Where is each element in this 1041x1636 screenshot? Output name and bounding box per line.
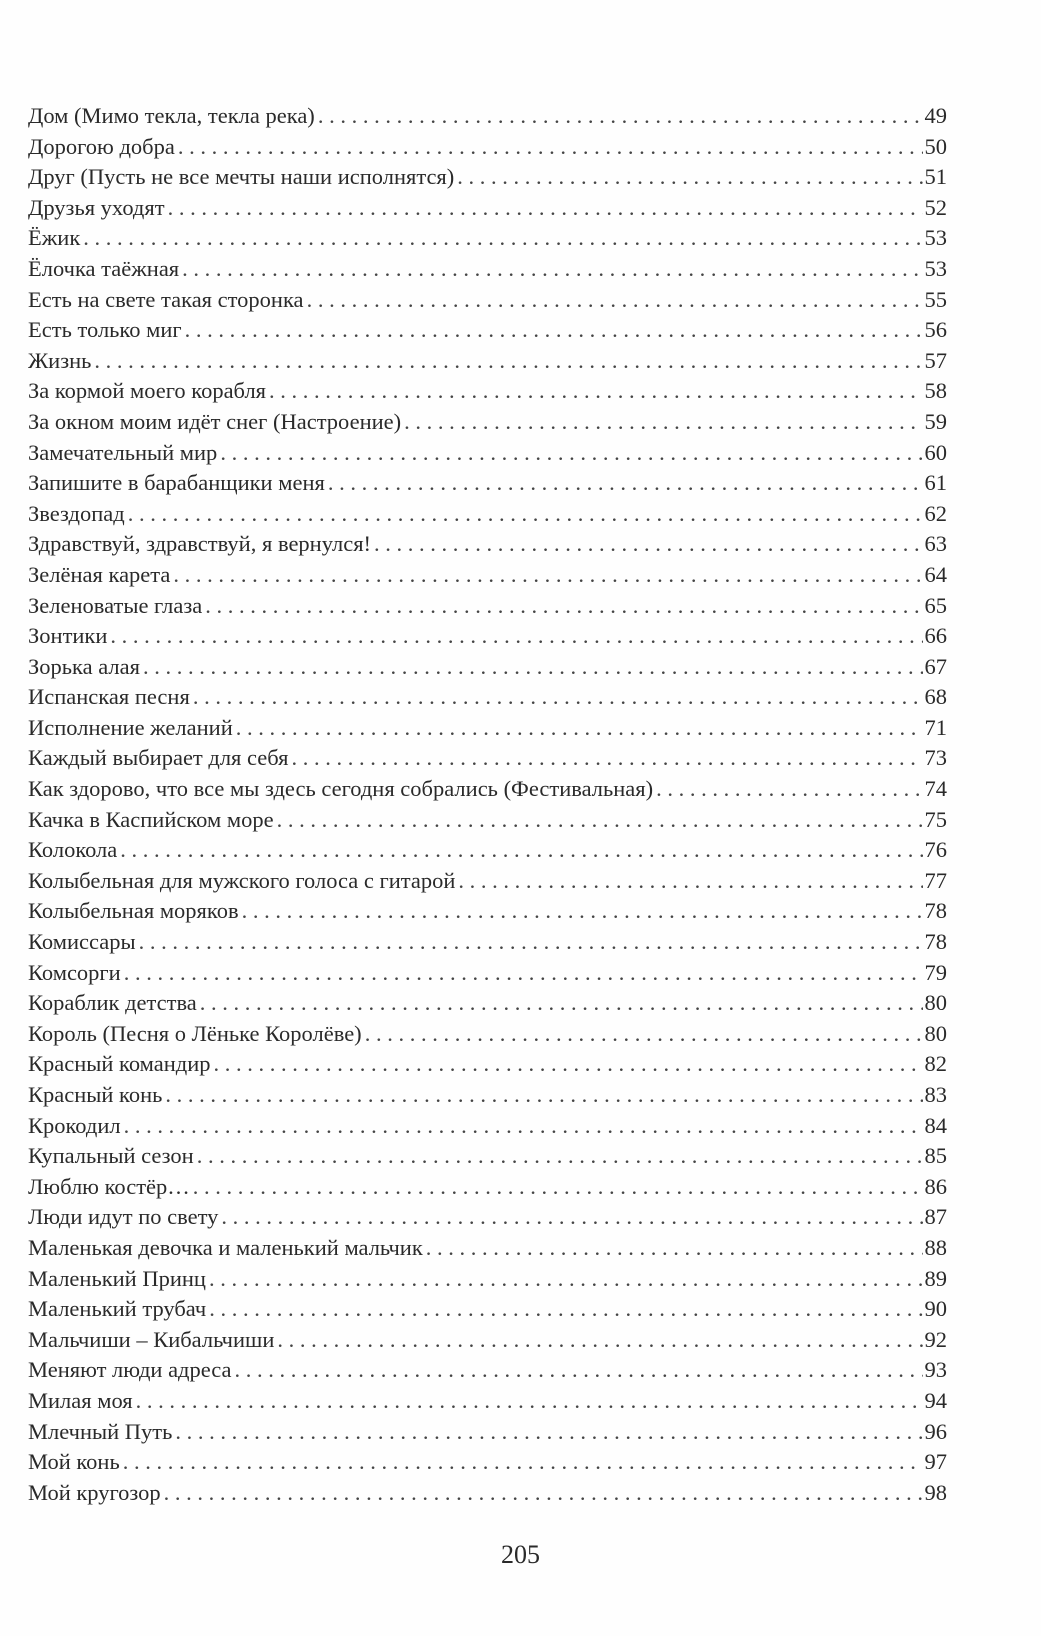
- toc-entry-title: Ёлочка таёжная: [28, 255, 180, 281]
- dot-leader: [365, 1019, 923, 1050]
- toc-entry-page-number: 55: [924, 286, 947, 312]
- toc-entry: [28, 1111, 947, 1142]
- toc-entry-title: Друг (Пусть не все мечты наши исполнятся): [28, 164, 455, 190]
- toc-entry-page-number: 83: [924, 1082, 947, 1107]
- toc-entry-title: Мой конь: [28, 1449, 120, 1475]
- dot-leader: [307, 285, 923, 316]
- toc-entry-title: Есть только миг: [28, 317, 182, 343]
- toc-entry-page-number: 96: [924, 1418, 947, 1444]
- toc-entry-title: За кормой моего корабля: [28, 378, 267, 404]
- toc-entry: [28, 285, 947, 316]
- toc-entry: [28, 1233, 947, 1264]
- toc-entry: [28, 346, 947, 377]
- toc-entry: [28, 468, 947, 499]
- toc-entry-title: Меняют люди адреса: [28, 1357, 232, 1383]
- toc-entry-title: Качка в Каспийском море: [28, 806, 274, 832]
- toc-entry: [28, 376, 947, 407]
- toc-entry: [28, 896, 947, 927]
- toc-entry-page-number: 67: [924, 653, 947, 679]
- toc-entry: [28, 529, 947, 560]
- toc-entry-title: Колокола: [28, 837, 118, 863]
- toc-entry: [28, 866, 947, 897]
- dot-leader: [168, 193, 923, 224]
- toc-entry: [28, 101, 947, 132]
- toc-entry-page-number: 77: [924, 867, 947, 893]
- toc-entry-title: Здравствуй, здравствуй, я вернулся!: [28, 531, 372, 557]
- toc-entry-page-number: 80: [924, 1020, 947, 1046]
- dot-leader: [197, 1141, 923, 1172]
- toc-entry-title: За окном моим идёт снег (Настроение): [28, 408, 402, 434]
- toc-entry: [28, 223, 947, 254]
- toc-entry-page-number: 97: [924, 1449, 947, 1475]
- toc-entry-page-number: 90: [924, 1296, 947, 1322]
- dot-leader: [318, 101, 923, 132]
- toc-entry-page-number: 75: [924, 806, 947, 832]
- toc-entry-title: Красный конь: [28, 1082, 163, 1107]
- toc-entry: [28, 560, 947, 591]
- dot-leader: [165, 1080, 922, 1111]
- toc-entry-title: Есть на свете такая сторонка: [28, 286, 304, 312]
- dot-leader: [221, 1202, 922, 1233]
- toc-entry: [28, 1417, 947, 1448]
- toc-entry: [28, 591, 947, 622]
- toc-entry-title: Купальный сезон: [28, 1143, 194, 1169]
- toc-entry-page-number: 87: [924, 1204, 947, 1230]
- toc-entry-page-number: 76: [924, 837, 947, 863]
- toc-entry-title: Как здорово, что все мы здесь сегодня собрались (Фестивальная): [28, 776, 654, 802]
- toc-entry: [28, 835, 947, 866]
- toc-entry-title: Зеленоватые глаза: [28, 592, 203, 618]
- dot-leader: [128, 499, 923, 530]
- toc-entry-title: Испанская песня: [28, 684, 190, 710]
- toc-entry-page-number: 80: [924, 990, 947, 1016]
- toc-entry-title: Комиссары: [28, 929, 136, 955]
- toc-entry: [28, 1325, 947, 1356]
- toc-entry-title: Дорогою добра: [28, 133, 175, 159]
- dot-leader: [175, 1417, 922, 1448]
- toc-entry-page-number: 56: [924, 317, 947, 343]
- dot-leader: [426, 1233, 923, 1264]
- toc-entry-title: Крокодил: [28, 1112, 121, 1138]
- toc-entry-page-number: 49: [924, 103, 947, 128]
- toc-entry: [28, 1355, 947, 1386]
- toc-entry-page-number: 68: [924, 684, 947, 710]
- toc-entry-page-number: 62: [924, 500, 947, 526]
- toc-entry: [28, 1294, 947, 1325]
- table-of-contents: [28, 101, 947, 1508]
- toc-entry: [28, 438, 947, 469]
- toc-entry-page-number: 50: [924, 133, 947, 159]
- toc-entry: [28, 958, 947, 989]
- toc-entry: [28, 682, 947, 713]
- toc-entry-page-number: 60: [924, 439, 947, 465]
- dot-leader: [235, 1355, 923, 1386]
- toc-entry-title: Исполнение желаний: [28, 714, 233, 740]
- dot-leader: [236, 713, 923, 744]
- toc-entry-title: Жизнь: [28, 347, 92, 373]
- toc-entry-title: Кораблик детства: [28, 990, 197, 1016]
- dot-leader: [214, 1049, 923, 1080]
- dot-leader: [209, 1264, 923, 1295]
- toc-entry-page-number: 71: [924, 714, 947, 740]
- dot-leader: [328, 468, 923, 499]
- dot-leader: [209, 1294, 922, 1325]
- dot-leader: [164, 1478, 923, 1509]
- dot-leader: [374, 529, 922, 560]
- toc-entry: [28, 132, 947, 163]
- toc-entry-title: Колыбельная моряков: [28, 898, 239, 924]
- toc-entry-page-number: 86: [924, 1173, 947, 1199]
- toc-entry: [28, 652, 947, 683]
- toc-entry-title: Мой кругозор: [28, 1479, 161, 1505]
- toc-entry-page-number: 57: [924, 347, 947, 373]
- dot-leader: [143, 652, 923, 683]
- dot-leader: [83, 223, 922, 254]
- toc-entry-title: Каждый выбирает для себя: [28, 745, 289, 771]
- dot-leader: [193, 1172, 923, 1203]
- toc-entry: [28, 1386, 947, 1417]
- toc-entry-page-number: 79: [924, 959, 947, 985]
- dot-leader: [94, 346, 922, 377]
- toc-entry: [28, 1080, 947, 1111]
- toc-entry-title: Зелёная карета: [28, 561, 171, 587]
- toc-entry: [28, 1202, 947, 1233]
- dot-leader: [178, 132, 923, 163]
- toc-entry: [28, 193, 947, 224]
- toc-entry-page-number: 59: [924, 408, 947, 434]
- toc-entry-page-number: 98: [924, 1479, 947, 1505]
- toc-entry-title: Запишите в барабанщики меня: [28, 470, 325, 496]
- page-number: 205: [501, 1540, 540, 1569]
- toc-entry-page-number: 78: [924, 898, 947, 924]
- toc-entry-title: Комсорги: [28, 959, 121, 985]
- toc-entry-page-number: 65: [924, 592, 947, 618]
- toc-entry-title: Красный командир: [28, 1051, 211, 1077]
- toc-entry-page-number: 58: [924, 378, 947, 404]
- toc-entry-title: Мальчиши – Кибальчиши: [28, 1326, 275, 1352]
- toc-entry: [28, 499, 947, 530]
- toc-entry: [28, 315, 947, 346]
- toc-entry-page-number: 52: [924, 194, 947, 220]
- dot-leader: [136, 1386, 923, 1417]
- dot-leader: [458, 866, 922, 897]
- toc-entry: [28, 805, 947, 836]
- toc-entry-title: Замечательный мир: [28, 439, 218, 465]
- toc-entry-page-number: 93: [924, 1357, 947, 1383]
- dot-leader: [200, 988, 923, 1019]
- dot-leader: [220, 438, 922, 469]
- toc-entry-page-number: 73: [924, 745, 947, 771]
- dot-leader: [277, 1325, 922, 1356]
- toc-entry-page-number: 74: [924, 776, 947, 802]
- toc-entry: [28, 988, 947, 1019]
- toc-entry-title: Млечный Путь: [28, 1418, 173, 1444]
- dot-leader: [404, 407, 922, 438]
- dot-leader: [277, 805, 923, 836]
- toc-entry: [28, 927, 947, 958]
- toc-entry-title: Маленькая девочка и маленький мальчик: [28, 1234, 423, 1260]
- dot-leader: [269, 376, 922, 407]
- toc-entry-title: Колыбельная для мужского голоса с гитарой: [28, 867, 456, 893]
- toc-entry-title: Ёжик: [28, 225, 81, 251]
- toc-entry-page-number: 94: [924, 1387, 947, 1413]
- toc-entry: [28, 774, 947, 805]
- toc-entry-title: Люблю костёр…: [28, 1173, 190, 1199]
- dot-leader: [139, 927, 923, 958]
- toc-entry-page-number: 92: [924, 1326, 947, 1352]
- toc-entry-page-number: 61: [924, 470, 947, 496]
- dot-leader: [124, 1111, 923, 1142]
- toc-entry-title: Звездопад: [28, 500, 125, 526]
- toc-entry-title: Люди идут по свету: [28, 1204, 219, 1230]
- toc-entry-page-number: 63: [924, 531, 947, 557]
- toc-entry-title: Милая моя: [28, 1387, 133, 1413]
- toc-entry-page-number: 51: [924, 164, 947, 190]
- toc-entry: [28, 1172, 947, 1203]
- toc-entry-title: Дом (Мимо текла, текла река): [28, 103, 315, 128]
- dot-leader: [193, 682, 923, 713]
- toc-entry-page-number: 88: [924, 1234, 947, 1260]
- toc-entry: [28, 1264, 947, 1295]
- dot-leader: [242, 896, 923, 927]
- dot-leader: [110, 621, 922, 652]
- toc-entry-page-number: 85: [924, 1143, 947, 1169]
- toc-entry-page-number: 64: [924, 561, 947, 587]
- toc-entry: [28, 1019, 947, 1050]
- toc-entry-title: Зорька алая: [28, 653, 140, 679]
- dot-leader: [173, 560, 922, 591]
- toc-entry-title: Зонтики: [28, 623, 108, 649]
- toc-entry: [28, 1049, 947, 1080]
- dot-leader: [123, 1447, 923, 1478]
- toc-entry: [28, 1447, 947, 1478]
- dot-leader: [292, 743, 923, 774]
- dot-leader: [185, 315, 923, 346]
- toc-entry-page-number: 84: [924, 1112, 947, 1138]
- toc-entry-page-number: 78: [924, 929, 947, 955]
- dot-leader: [205, 591, 922, 622]
- dot-leader: [120, 835, 922, 866]
- toc-entry-page-number: 53: [924, 255, 947, 281]
- toc-entry: [28, 743, 947, 774]
- dot-leader: [124, 958, 923, 989]
- dot-leader: [656, 774, 922, 805]
- toc-entry: [28, 1478, 947, 1509]
- toc-entry: [28, 621, 947, 652]
- toc-entry-page-number: 53: [924, 225, 947, 251]
- toc-entry: [28, 162, 947, 193]
- toc-entry: [28, 1141, 947, 1172]
- toc-entry: [28, 713, 947, 744]
- toc-entry: [28, 254, 947, 285]
- dot-leader: [182, 254, 922, 285]
- toc-entry-page-number: 82: [924, 1051, 947, 1077]
- dot-leader: [457, 162, 922, 193]
- toc-entry: [28, 407, 947, 438]
- toc-entry-title: Маленький трубач: [28, 1296, 207, 1322]
- toc-entry-title: Король (Песня о Лёньке Королёве): [28, 1020, 362, 1046]
- toc-entry-title: Маленький Принц: [28, 1265, 206, 1291]
- toc-entry-title: Друзья уходят: [28, 194, 165, 220]
- toc-entry-page-number: 89: [924, 1265, 947, 1291]
- toc-entry-page-number: 66: [924, 623, 947, 649]
